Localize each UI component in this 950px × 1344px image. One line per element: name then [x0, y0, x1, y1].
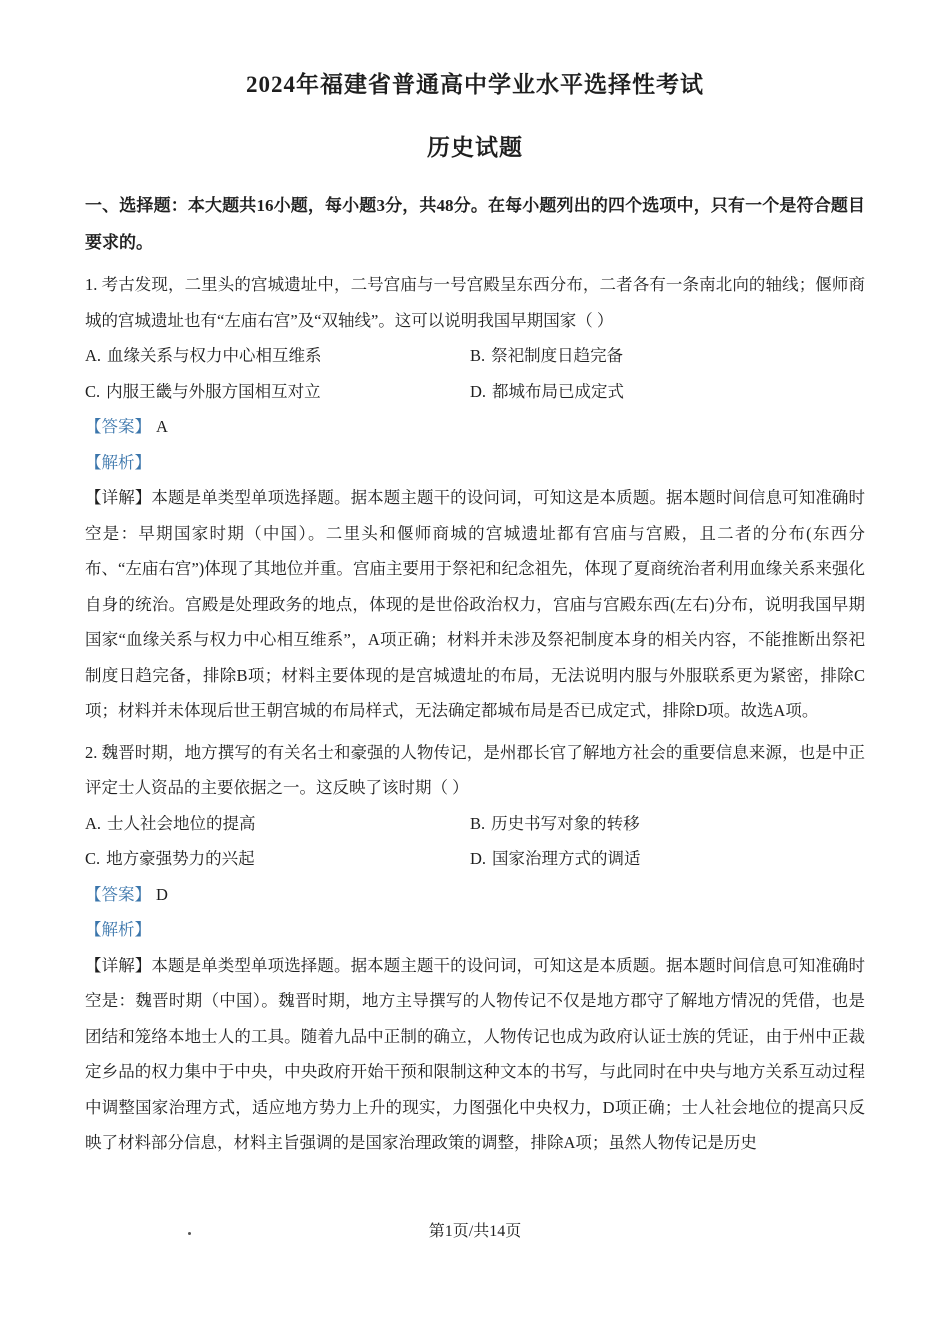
question-1-option-a [85, 338, 470, 374]
doc-title: 2024年福建省普通高中学业水平选择性考试 [246, 72, 704, 97]
question-1-option-c [85, 374, 470, 410]
option-d-text: 国家治理方式的调适 [492, 849, 641, 868]
option-c-text: 地方豪强势力的兴起 [106, 849, 255, 868]
option-a-text: 血缘关系与权力中心相互维系 [107, 346, 322, 365]
question-1-options-row-1 [85, 338, 865, 374]
option-c-label: C. [85, 849, 101, 868]
option-d-label: D. [470, 849, 487, 868]
question-1-detail [85, 480, 865, 729]
question-2-options-row-1 [85, 806, 865, 842]
question-block-1 [85, 267, 865, 729]
detail-text: 本题是单类型单项选择题。据本题主题干的设问词，可知这是本质题。据本题时间信息可知准确时空是：魏晋时期（中国）。魏晋时期，地方主导撰写的人物传记不仅是地方郡守了解地方情况的凭借，也是团结和笼络本地士人的工具。随着九品中正制的确立，人物传记也成为政府认证士族的凭证，由于州中正裁定乡品的权力集中于中央，中央政府开始干预和限制这种文本的书写，与此同时在中央与地方关系互动过程中调整国家治理方式，适应地方势力上升的现实，力图强化中央权力，D项正确；士人社会地位的提高只反映了材料部分信息，材料主旨强调的是国家治理政策的调整，排除A项；虽然人物传记是历史 [85, 955, 866, 1152]
section-header: 一、选择题：本大题共16小题，每小题3分，共48分。在每小题列出的四个选项中，只有一个是符合题目要求的。 [85, 196, 865, 252]
option-d-text: 都城布局已成定式 [492, 381, 625, 401]
question-1-stem: 1. 考古发现，二里头的宫城遗址中，二号宫庙与一号宫殿呈东西分布，二者各有一条南北向的轴线；偃师商城的宫城遗址也有“左庙右宫”及“双轴线”。这可以说明我国早期国家（ ） [85, 275, 865, 330]
question-block-2 [85, 735, 865, 1161]
option-a-text: 士人社会地位的提高 [107, 813, 256, 833]
question-2-options-row-2 [85, 841, 865, 877]
detail-marker: 【详解】 [85, 488, 152, 507]
question-1-option-b [470, 338, 623, 374]
option-d-label: D. [470, 381, 487, 401]
question-2-option-a [85, 806, 470, 842]
question-1-options-row-2 [85, 374, 865, 410]
option-b-label: B. [470, 813, 486, 833]
answer-marker: 【答案】 [85, 884, 151, 904]
question-2-option-d [470, 841, 641, 877]
question-1-analysis-line [85, 445, 865, 481]
page-footer: 第1页/共14页 [428, 1223, 522, 1240]
detail-marker: 【详解】 [85, 955, 152, 975]
question-2-analysis-line [85, 912, 865, 948]
detail-text: 本题是单类型单项选择题。据本题主题干的设问词，可知这是本质题。据本题时间信息可知准确时空是：早期国家时期（中国）。二里头和偃师商城的宫城遗址都有宫庙与宫殿，且二者的分布(东西分布、“左庙右宫”)体现了其地位并重。宫庙主要用于祭祀和纪念祖先，体现了夏商统治者利用血缘关系来强化自身的统治。宫殿是处理政务的地点，体现的是世俗政治权力，宫庙与宫殿东西(左右)分布，说明我国早期国家“血缘关系与权力中心相互维系”，A项正确；材料并未涉及祭祀制度本身的相关内容，不能推断出祭祀制度日趋完备，排除B项；材料主要体现的是宫城遗址的布局，无法说明内服与外服联系更为紧密，排除C项；材料并未体现后世王朝宫城的布局样式，无法确定都城布局是否已成定式，排除D项。故选A项。 [85, 488, 866, 720]
question-2-stem: 2. 魏晋时期，地方撰写的有关名士和豪强的人物传记，是州郡长官了解地方社会的重要信息来源，也是中正评定士人资品的主要依据之一。这反映了该时期（ ） [85, 742, 865, 797]
question-2-option-c [85, 841, 470, 877]
question-2-answer-line [85, 877, 865, 913]
option-a-label: A. [85, 813, 102, 833]
option-b-text: 祭祀制度日趋完备 [491, 346, 624, 365]
option-c-label: C. [85, 381, 101, 401]
question-2-detail [85, 948, 865, 1161]
question-1-option-d [470, 374, 624, 410]
option-b-label: B. [470, 346, 486, 365]
doc-subtitle: 历史试题 [427, 135, 523, 160]
option-c-text: 内服王畿与外服方国相互对立 [106, 381, 321, 401]
question-2-option-b [470, 806, 640, 842]
analysis-marker: 【解析】 [85, 920, 151, 939]
answer-value: A [156, 417, 168, 436]
question-1-answer-line [85, 409, 865, 445]
analysis-marker: 【解析】 [85, 452, 151, 472]
option-b-text: 历史书写对象的转移 [491, 813, 640, 833]
answer-marker: 【答案】 [85, 417, 151, 436]
answer-value: D [156, 884, 168, 904]
option-a-label: A. [85, 346, 102, 365]
